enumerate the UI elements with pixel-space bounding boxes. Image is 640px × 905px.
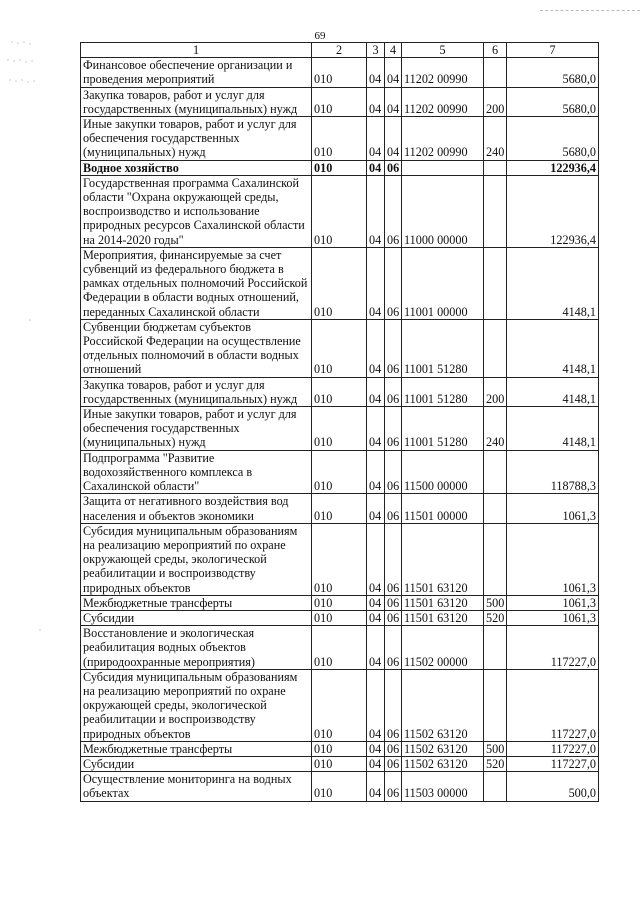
cell-admin-code: 010	[312, 175, 367, 247]
table-row	[81, 772, 599, 801]
cell-section: 04	[367, 407, 385, 451]
cell-admin-code: 010	[312, 117, 367, 161]
cell-name: Защита от негативного воздействия вод населения и объектов экономики	[81, 494, 312, 523]
table-header-row	[81, 43, 599, 58]
table-row	[81, 87, 599, 116]
cell-section: 04	[367, 494, 385, 523]
cell-expense-type	[484, 669, 507, 741]
cell-target-article: 11502 00000	[402, 626, 484, 670]
scan-top-rule	[540, 10, 640, 11]
cell-subsection: 06	[385, 523, 402, 595]
cell-subsection: 06	[385, 741, 402, 756]
table-row	[81, 626, 599, 670]
cell-expense-type	[484, 160, 507, 175]
cell-section: 04	[367, 87, 385, 116]
cell-subsection: 06	[385, 247, 402, 319]
cell-expense-type: 240	[484, 117, 507, 161]
cell-admin-code: 010	[312, 407, 367, 451]
cell-admin-code: 010	[312, 610, 367, 625]
cell-section: 04	[367, 247, 385, 319]
cell-section: 04	[367, 595, 385, 610]
cell-admin-code: 010	[312, 772, 367, 801]
cell-amount: 4148,1	[507, 319, 599, 377]
cell-section: 04	[367, 756, 385, 771]
cell-name: Осуществление мониторинга на водных объектах	[81, 772, 312, 801]
cell-target-article: 11001 51280	[402, 407, 484, 451]
cell-target-article: 11502 63120	[402, 741, 484, 756]
table-row	[81, 741, 599, 756]
cell-subsection: 06	[385, 610, 402, 625]
table-row	[81, 610, 599, 625]
cell-expense-type	[484, 58, 507, 87]
table-row	[81, 117, 599, 161]
cell-amount: 5680,0	[507, 87, 599, 116]
cell-subsection: 06	[385, 595, 402, 610]
cell-subsection: 04	[385, 117, 402, 161]
cell-section: 04	[367, 117, 385, 161]
cell-expense-type	[484, 319, 507, 377]
table-row	[81, 58, 599, 87]
scan-margin-marks	[0, 20, 60, 880]
cell-section: 04	[367, 377, 385, 406]
table-row	[81, 160, 599, 175]
cell-subsection: 06	[385, 669, 402, 741]
cell-subsection: 06	[385, 175, 402, 247]
cell-name: Мероприятия, финансируемые за счет субвенций из федерального бюджета в рамках отдельных полномочий Российской Федерации в области водных отношений, переданных Сахалинской области	[81, 247, 312, 319]
cell-admin-code: 010	[312, 247, 367, 319]
cell-admin-code: 010	[312, 319, 367, 377]
cell-amount: 1061,3	[507, 610, 599, 625]
cell-section: 04	[367, 319, 385, 377]
cell-section: 04	[367, 626, 385, 670]
cell-target-article: 11501 63120	[402, 610, 484, 625]
cell-target-article: 11500 00000	[402, 450, 484, 494]
table-row	[81, 595, 599, 610]
cell-name: Иные закупки товаров, работ и услуг для обеспечения государственных (муниципальных) нужд	[81, 407, 312, 451]
cell-target-article: 11001 00000	[402, 247, 484, 319]
cell-section: 04	[367, 175, 385, 247]
cell-section: 04	[367, 610, 385, 625]
page-number: 69	[314, 30, 326, 42]
cell-expense-type: 520	[484, 756, 507, 771]
cell-expense-type	[484, 247, 507, 319]
cell-amount: 1061,3	[507, 595, 599, 610]
cell-target-article: 11501 63120	[402, 595, 484, 610]
cell-target-article: 11503 00000	[402, 772, 484, 801]
table-row	[81, 377, 599, 406]
cell-expense-type: 240	[484, 407, 507, 451]
cell-amount: 1061,3	[507, 523, 599, 595]
cell-amount: 4148,1	[507, 377, 599, 406]
cell-amount: 118788,3	[507, 450, 599, 494]
cell-subsection: 06	[385, 626, 402, 670]
cell-name: Закупка товаров, работ и услуг для государственных (муниципальных) нужд	[81, 377, 312, 406]
cell-target-article: 11202 00990	[402, 87, 484, 116]
cell-expense-type	[484, 494, 507, 523]
cell-target-article: 11001 51280	[402, 377, 484, 406]
cell-expense-type: 500	[484, 595, 507, 610]
cell-subsection: 06	[385, 756, 402, 771]
cell-name: Субвенции бюджетам субъектов Российской Федерации на осуществление отдельных полномочий в области водных отношений	[81, 319, 312, 377]
cell-section: 04	[367, 523, 385, 595]
cell-name: Субсидии	[81, 610, 312, 625]
cell-expense-type: 200	[484, 377, 507, 406]
cell-admin-code: 010	[312, 523, 367, 595]
cell-amount: 1061,3	[507, 494, 599, 523]
cell-admin-code: 010	[312, 160, 367, 175]
cell-subsection: 06	[385, 494, 402, 523]
cell-amount: 122936,4	[507, 160, 599, 175]
cell-admin-code: 010	[312, 595, 367, 610]
cell-section: 04	[367, 160, 385, 175]
cell-subsection: 06	[385, 407, 402, 451]
cell-target-article: 11001 51280	[402, 319, 484, 377]
cell-expense-type: 500	[484, 741, 507, 756]
cell-section: 04	[367, 450, 385, 494]
cell-name: Подпрограмма "Развитие водохозяйственного комплекса в Сахалинской области"	[81, 450, 312, 494]
cell-target-article: 11502 63120	[402, 756, 484, 771]
cell-name: Межбюджетные трансферты	[81, 741, 312, 756]
cell-admin-code: 010	[312, 626, 367, 670]
cell-name: Закупка товаров, работ и услуг для государственных (муниципальных) нужд	[81, 87, 312, 116]
cell-subsection: 04	[385, 58, 402, 87]
cell-name: Субсидии	[81, 756, 312, 771]
cell-name: Водное хозяйство	[81, 160, 312, 175]
table-row	[81, 175, 599, 247]
cell-expense-type	[484, 772, 507, 801]
cell-name: Финансовое обеспечение организации и проведения мероприятий	[81, 58, 312, 87]
table-row	[81, 523, 599, 595]
cell-section: 04	[367, 58, 385, 87]
cell-amount: 117227,0	[507, 626, 599, 670]
cell-admin-code: 010	[312, 669, 367, 741]
cell-admin-code: 010	[312, 377, 367, 406]
table-row	[81, 669, 599, 741]
cell-expense-type	[484, 450, 507, 494]
cell-amount: 5680,0	[507, 117, 599, 161]
header-cell: 1	[81, 43, 312, 58]
header-cell: 5	[402, 43, 484, 58]
cell-amount: 4148,1	[507, 407, 599, 451]
header-cell: 7	[507, 43, 599, 58]
header-cell: 3	[367, 43, 385, 58]
cell-admin-code: 010	[312, 756, 367, 771]
cell-amount: 117227,0	[507, 756, 599, 771]
cell-section: 04	[367, 669, 385, 741]
cell-subsection: 06	[385, 450, 402, 494]
cell-target-article: 11000 00000	[402, 175, 484, 247]
cell-expense-type: 520	[484, 610, 507, 625]
cell-target-article: 11501 63120	[402, 523, 484, 595]
cell-target-article: 11501 00000	[402, 494, 484, 523]
cell-section: 04	[367, 772, 385, 801]
table-row	[81, 247, 599, 319]
cell-name: Межбюджетные трансферты	[81, 595, 312, 610]
table-row	[81, 319, 599, 377]
cell-admin-code: 010	[312, 450, 367, 494]
cell-section: 04	[367, 741, 385, 756]
cell-name: Иные закупки товаров, работ и услуг для обеспечения государственных (муниципальных) нужд	[81, 117, 312, 161]
cell-target-article	[402, 160, 484, 175]
header-cell: 2	[312, 43, 367, 58]
cell-amount: 5680,0	[507, 58, 599, 87]
table-row	[81, 450, 599, 494]
cell-subsection: 06	[385, 377, 402, 406]
cell-target-article: 11202 00990	[402, 58, 484, 87]
table-row	[81, 407, 599, 451]
cell-name: Субсидия муниципальным образованиям на реализацию мероприятий по охране окружающей среды, экологической реабилитации и воспроизводству природных объектов	[81, 669, 312, 741]
cell-expense-type: 200	[484, 87, 507, 116]
cell-subsection: 06	[385, 160, 402, 175]
cell-admin-code: 010	[312, 494, 367, 523]
table-row	[81, 494, 599, 523]
cell-name: Субсидия муниципальным образованиям на реализацию мероприятий по охране окружающей среды, экологической реабилитации и воспроизводству природных объектов	[81, 523, 312, 595]
cell-amount: 122936,4	[507, 175, 599, 247]
header-cell: 6	[484, 43, 507, 58]
cell-subsection: 04	[385, 87, 402, 116]
cell-name: Восстановление и экологическая реабилитация водных объектов (природоохранные мероприятия)	[81, 626, 312, 670]
cell-target-article: 11202 00990	[402, 117, 484, 161]
header-cell: 4	[385, 43, 402, 58]
cell-amount: 117227,0	[507, 741, 599, 756]
cell-subsection: 06	[385, 772, 402, 801]
cell-amount: 117227,0	[507, 669, 599, 741]
cell-expense-type	[484, 175, 507, 247]
cell-subsection: 06	[385, 319, 402, 377]
cell-amount: 4148,1	[507, 247, 599, 319]
cell-name: Государственная программа Сахалинской области "Охрана окружающей среды, воспроизводство и использование природных ресурсов Сахалинской области на 2014-2020 годы"	[81, 175, 312, 247]
cell-target-article: 11502 63120	[402, 669, 484, 741]
cell-admin-code: 010	[312, 741, 367, 756]
cell-expense-type	[484, 626, 507, 670]
table-body	[81, 58, 599, 801]
table-row	[81, 756, 599, 771]
cell-admin-code: 010	[312, 87, 367, 116]
cell-amount: 500,0	[507, 772, 599, 801]
budget-table	[80, 42, 599, 802]
cell-admin-code: 010	[312, 58, 367, 87]
cell-expense-type	[484, 523, 507, 595]
